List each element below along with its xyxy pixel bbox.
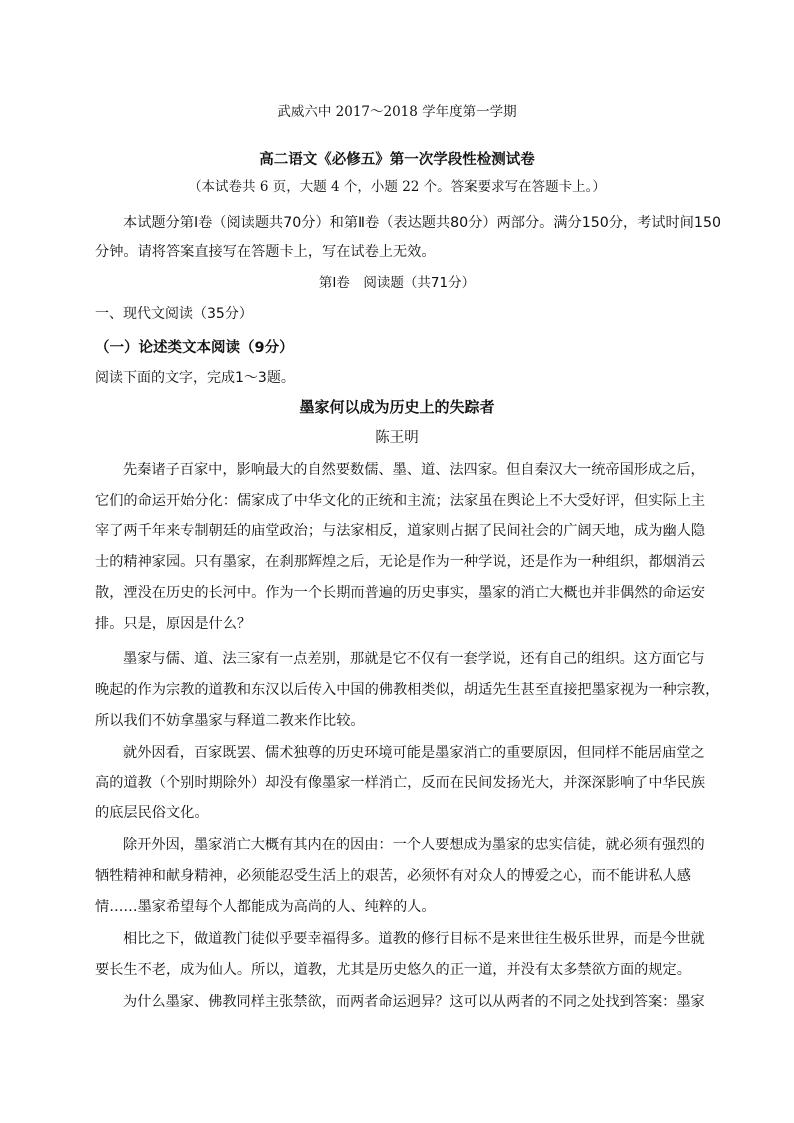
essay-line: 散，湮没在历史的长河中。作为一个长期而普遍的历史事实，墨家的消亡大概也并非偶然的命运安 bbox=[95, 585, 706, 601]
essay-line: 宰了两千年来专制朝廷的庙堂政治；与法家相反，道家则占据了民间社会的广阔天地，成为幽人隐 bbox=[95, 523, 706, 539]
essay-line: 高的道教（个别时期除外）却没有像墨家一样消亡，反而在民间发扬光大，并深深影响了中华民族 bbox=[95, 775, 706, 791]
essay-line: 除开外因，墨家消亡大概有其内在的因由：一个人要想成为墨家的忠实信徒，就必须有强烈的 bbox=[123, 837, 705, 853]
essay-line: 晚起的作为宗教的道教和东汉以后传入中国的佛教相类似，胡适先生甚至直接把墨家视为一种宗教， bbox=[95, 682, 720, 698]
instructions-line-1: 本试题分第Ⅰ卷（阅读题共70分）和第Ⅱ卷（表达题共80分）两部分。满分150分，考试时间150 bbox=[123, 215, 721, 231]
essay-line: 的底层民俗文化。 bbox=[95, 805, 209, 821]
essay-author: 陈王明 bbox=[375, 430, 419, 446]
exam-note: （本试卷共 6 页，大题 4 个，小题 22 个。答案要求写在答题卡上。） bbox=[188, 179, 606, 195]
essay-line: 就外因看，百家既罢、儒术独尊的历史环境可能是墨家消亡的重要原因，但同样不能居庙堂之 bbox=[123, 745, 705, 761]
instructions-line-2: 分钟。请将答案直接写在答题卡上，写在试卷上无效。 bbox=[95, 244, 436, 260]
exam-title: 高二语文《必修五》第一次学段性检测试卷 bbox=[259, 151, 535, 168]
reading-prompt: 阅读下面的文字，完成1～3题。 bbox=[95, 370, 295, 386]
essay-line: 士的精神家园。只有墨家，在刹那辉煌之后，无论是作为一种学说，还是作为一种组织，都烟消云 bbox=[95, 554, 706, 570]
essay-title: 墨家何以成为历史上的失踪者 bbox=[299, 398, 495, 416]
essay-line: 它们的命运开始分化：儒家成了中华文化的正统和主流；法家虽在舆论上不大受好评，但实际上主 bbox=[95, 493, 706, 509]
section-heading: 一、现代文阅读（35分） bbox=[95, 306, 253, 322]
school-term-heading: 武威六中 2017～2018 学年度第一学期 bbox=[277, 104, 517, 120]
essay-line: 为什么墨家、佛教同样主张禁欲，而两者命运迥异？这可以从两者的不同之处找到答案：墨家 bbox=[123, 994, 705, 1010]
essay-line: 先秦诸子百家中，影响最大的自然要数儒、墨、道、法四家。但自秦汉大一统帝国形成之后， bbox=[123, 462, 705, 478]
part-heading: 第Ⅰ卷 阅读题（共71分） bbox=[318, 275, 476, 291]
essay-line: 要长生不老，成为仙人。所以，道教，尤其是历史悠久的正一道，并没有太多禁欲方面的规定。 bbox=[95, 962, 691, 978]
essay-line: 情……墨家希望每个人都能成为高尚的人、纯粹的人。 bbox=[95, 899, 436, 915]
essay-line: 墨家与儒、道、法三家有一点差别，那就是它不仅有一套学说，还有自己的组织。这方面它与 bbox=[123, 651, 705, 667]
essay-line: 排。只是，原因是什么？ bbox=[95, 616, 252, 632]
essay-line: 所以我们不妨拿墨家与释道二教来作比较。 bbox=[95, 713, 365, 729]
essay-line: 牺牲精神和献身精神，必须能忍受生活上的艰苦，必须怀有对众人的博爱之心，而不能讲私人感 bbox=[95, 868, 691, 884]
subsection-heading: （一）论述类文本阅读（9分） bbox=[95, 340, 294, 356]
essay-line: 相比之下，做道教门徒似乎要幸福得多。道教的修行目标不是来世往生极乐世界，而是今世就 bbox=[123, 931, 705, 947]
